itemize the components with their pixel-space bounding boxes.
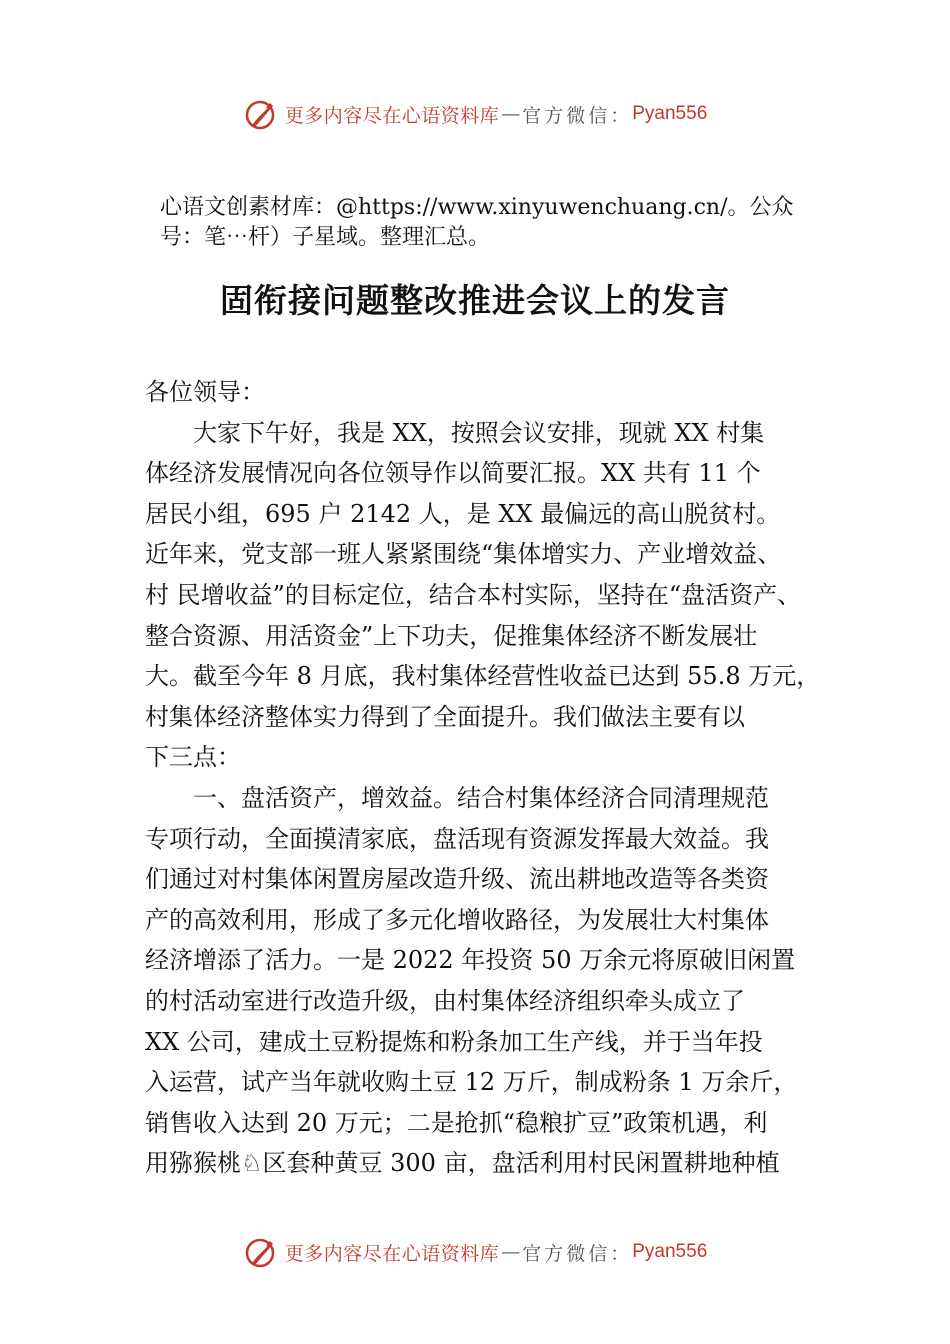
paragraph-line: 销售收入达到 20 万元；二是抢抓“稳粮扩豆”政策机遇，利: [145, 1108, 768, 1137]
salutation: 各位领导：: [145, 378, 265, 406]
paragraph-line: 们通过对村集体闲置房屋改造升级、流出耕地改造等各类资: [145, 865, 769, 894]
paragraph-line: 大。截至今年 8 月底，我村集体经营性收益已达到 55.8 万元，: [145, 662, 821, 691]
source-note-line: 心语文创素材库：@https://www.xinyuwenchuang.cn/。公众: [160, 195, 794, 220]
paragraph-line: 下三点：: [145, 743, 241, 772]
paragraph-line: 整合资源、用活资金”上下功夫，促推集体经济不断发展壮: [145, 621, 758, 650]
paragraph-line: 大家下午好，我是 XX，按照会议安排，现就 XX 村集: [193, 418, 765, 447]
paragraph-line: 村集体经济整体实力得到了全面提升。我们做法主要有以: [145, 702, 745, 731]
paragraph-line: 用猕猴桃♘区套种黄豆 300 亩，盘活利用村民闲置耕地种植: [145, 1149, 780, 1178]
paragraph-line: 体经济发展情况向各位领导作以简要汇报。XX 共有 11 个: [145, 459, 761, 488]
paragraph-line: 的村活动室进行改造升级，由村集体经济组织牵头成立了: [145, 986, 745, 1015]
source-note: [160, 193, 850, 253]
watermark-banner-bottom: [0, 1232, 950, 1272]
paragraph-line: 村 民增收益”的目标定位，结合本村实际，坚持在“盘活资产、: [145, 580, 802, 609]
watermark-wechat-id: Pyan556: [632, 103, 708, 124]
watermark-sub-text: 官方微信：: [522, 1242, 633, 1265]
watermark-wechat-id: Pyan556: [632, 1241, 708, 1262]
quill-pen-logo-icon: [243, 96, 279, 132]
paragraph-line: 产的高效利用，形成了多元化增收路径，为发展壮大村集体: [145, 905, 769, 934]
watermark-banner-top: [0, 94, 950, 134]
watermark-dash: —: [501, 103, 521, 125]
watermark-sub-text: 官方微信：: [522, 104, 633, 127]
quill-pen-logo-icon: [243, 1234, 279, 1270]
document-title: 固衔接问题整改推进会议上的发言: [220, 281, 730, 320]
watermark-dash: —: [501, 1241, 521, 1263]
watermark-main-text: 更多内容尽在心语资料库: [284, 1242, 500, 1265]
source-note-line: 号：笔⋯杆）子星域。整理汇总。: [160, 225, 491, 250]
watermark-main-text: 更多内容尽在心语资料库: [284, 104, 500, 127]
paragraph-line: 近年来，党支部一班人紧紧围绕“集体增实力、产业增效益、: [145, 540, 782, 569]
section-heading-line: 一、盘活资产，增效益。结合村集体经济合同清理规范: [193, 783, 769, 812]
paragraph-line: 经济增添了活力。一是 2022 年投资 50 万余元将原破旧闲置: [145, 946, 796, 975]
document-body: [145, 372, 825, 1184]
paragraph-line: XX 公司，建成土豆粉提炼和粉条加工生产线，并于当年投: [145, 1027, 763, 1056]
paragraph-line: 居民小组，695 户 2142 人，是 XX 最偏远的高山脱贫村。: [145, 499, 781, 528]
paragraph-line: 专项行动，全面摸清家底，盘活现有资源发挥最大效益。我: [145, 824, 769, 853]
paragraph-line: 入运营，试产当年就收购土豆 12 万斤，制成粉条 1 万余斤，: [145, 1068, 798, 1097]
